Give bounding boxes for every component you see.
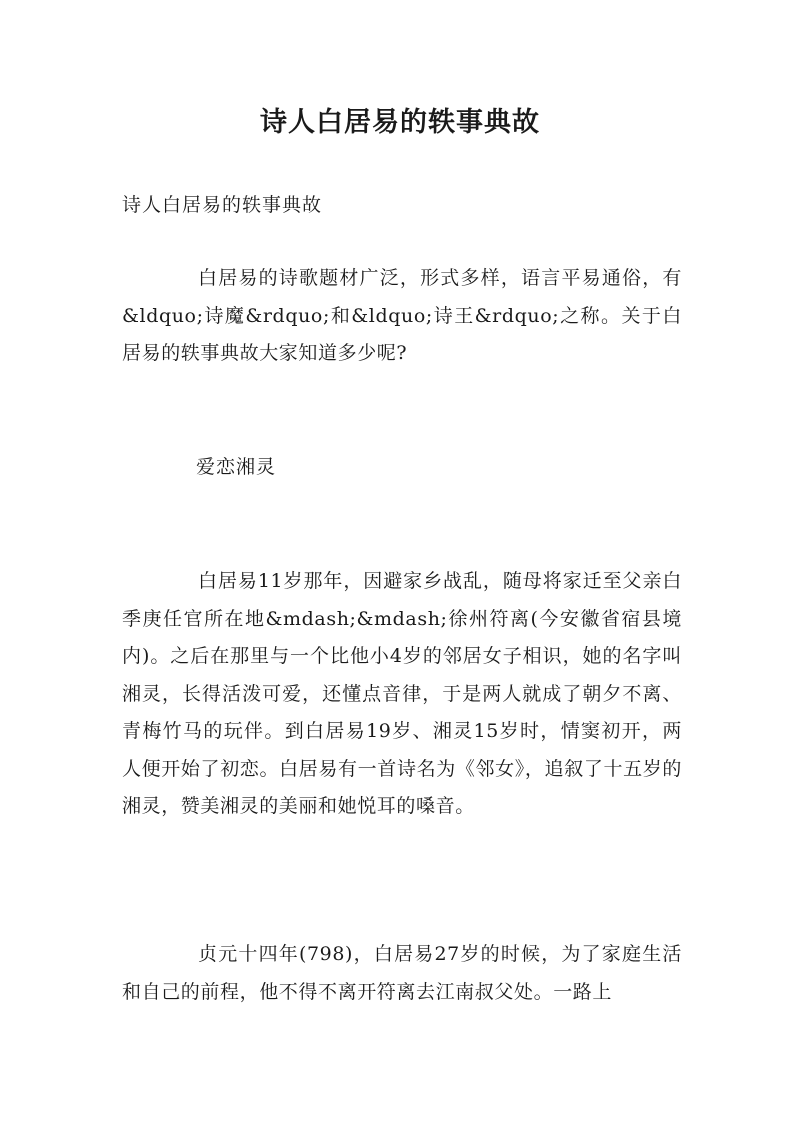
document-title: 诗人白居易的轶事典故 [260,107,540,138]
intro-paragraph: 白居易的诗歌题材广泛，形式多样，语言平易通俗，有&ldquo;诗魔&rdquo;和&ldquo;诗王&rdquo;之称。关于白居易的轶事典故大家知道多少呢? [122,267,682,364]
section-paragraph-2: 贞元十四年(798)，白居易27岁的时候，为了家庭生活和自己的前程，他不得不离开符离去江南叔父处。一路上 [122,943,682,1003]
document-subtitle: 诗人白居易的轶事典故 [122,194,323,216]
section-paragraph-1: 白居易11岁那年，因避家乡战乱，随母将家迁至父亲白季庚任官所在地&mdash;&mdash;徐州符离(今安徽省宿县境内)。之后在那里与一个比他小4岁的邻居女子相识，她的名字叫湘灵，长得活泼可爱，还懂点音律，于是两人就成了朝夕不离、青梅竹马的玩伴。到白居易19岁、湘灵15岁时，情窦初开，两人便开始了初恋。白居易有一首诗名为《邻女》，追叙了十五岁的湘灵，赞美湘灵的美丽和她悦耳的嗓音。 [122,570,682,817]
section-heading: 爱恋湘灵 [196,456,277,478]
